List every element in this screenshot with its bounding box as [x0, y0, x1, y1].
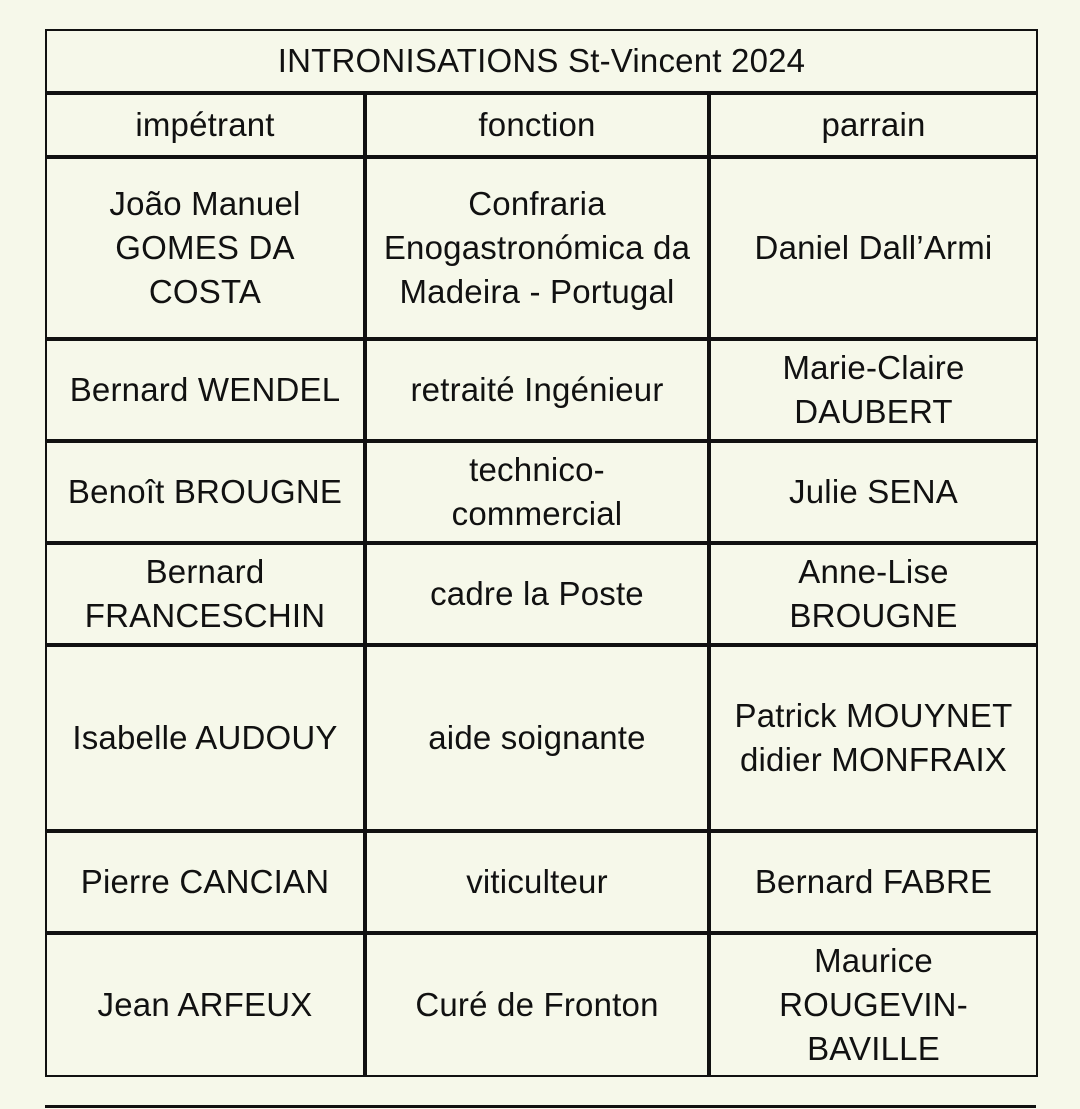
cell-fonction: [365, 933, 709, 1076]
title-row: [46, 30, 1037, 93]
cell-impetrant: [46, 441, 365, 543]
header-fonction: fonction: [365, 93, 709, 157]
header-row: [46, 93, 1037, 157]
parrain-text: Marie-Claire DAUBERT: [782, 349, 965, 430]
cell-parrain: [709, 933, 1037, 1076]
parrain-text: Anne-Lise BROUGNE: [789, 553, 958, 634]
parrain-text: Patrick MOUYNET didier MONFRAIX: [734, 697, 1013, 778]
cell-impetrant: [46, 157, 365, 339]
cell-fonction: [365, 831, 709, 933]
cell-parrain: [709, 441, 1037, 543]
header-impetrant: impétrant: [46, 93, 365, 157]
header-parrain: parrain: [709, 93, 1037, 157]
fonction-text: Confraria Enogastronómica da Madeira - Portugal: [383, 185, 691, 310]
table-row: [46, 831, 1037, 933]
cell-fonction: [365, 441, 709, 543]
cell-fonction: [365, 157, 709, 339]
cell-parrain: [709, 831, 1037, 933]
table-row: [46, 157, 1037, 339]
impetrant-text: João Manuel GOMES DA COSTA: [109, 185, 301, 310]
table-row: [46, 645, 1037, 831]
fonction-text: viticulteur: [466, 863, 608, 900]
impetrant-text: Bernard WENDEL: [69, 371, 341, 408]
parrain-text: Maurice ROUGEVIN-BAVILLE: [779, 942, 968, 1067]
impetrant-text: Pierre CANCIAN: [80, 863, 330, 900]
table-title: INTRONISATIONS St-Vincent 2024: [46, 30, 1037, 93]
cell-fonction: [365, 339, 709, 441]
cell-parrain: [709, 339, 1037, 441]
fonction-text: retraité Ingénieur: [410, 371, 664, 408]
fonction-text: Curé de Fronton: [415, 986, 659, 1023]
fonction-text: aide soignante: [428, 719, 646, 756]
parrain-text: Bernard FABRE: [754, 863, 993, 900]
parrain-text: Daniel Dall’Armi: [754, 229, 993, 266]
table-row: [46, 339, 1037, 441]
cell-impetrant: [46, 543, 365, 645]
cell-parrain: [709, 157, 1037, 339]
cell-impetrant: [46, 933, 365, 1076]
impetrant-text: Bernard FRANCESCHIN: [84, 553, 326, 634]
fonction-text: technico-commercial: [451, 451, 623, 532]
table-row: [46, 933, 1037, 1076]
cell-impetrant: [46, 339, 365, 441]
parrain-text: Julie SENA: [789, 473, 958, 510]
table-row: [46, 543, 1037, 645]
cell-impetrant: [46, 645, 365, 831]
impetrant-text: Jean ARFEUX: [97, 986, 313, 1023]
intronisations-table: [45, 29, 1038, 1077]
table-row: [46, 441, 1037, 543]
impetrant-text: Benoît BROUGNE: [67, 473, 343, 510]
cell-fonction: [365, 645, 709, 831]
impetrant-text: Isabelle AUDOUY: [72, 719, 338, 756]
cell-fonction: [365, 543, 709, 645]
cell-impetrant: [46, 831, 365, 933]
bottom-divider: [45, 1105, 1036, 1108]
cell-parrain: [709, 645, 1037, 831]
fonction-text: cadre la Poste: [430, 575, 644, 612]
cell-parrain: [709, 543, 1037, 645]
